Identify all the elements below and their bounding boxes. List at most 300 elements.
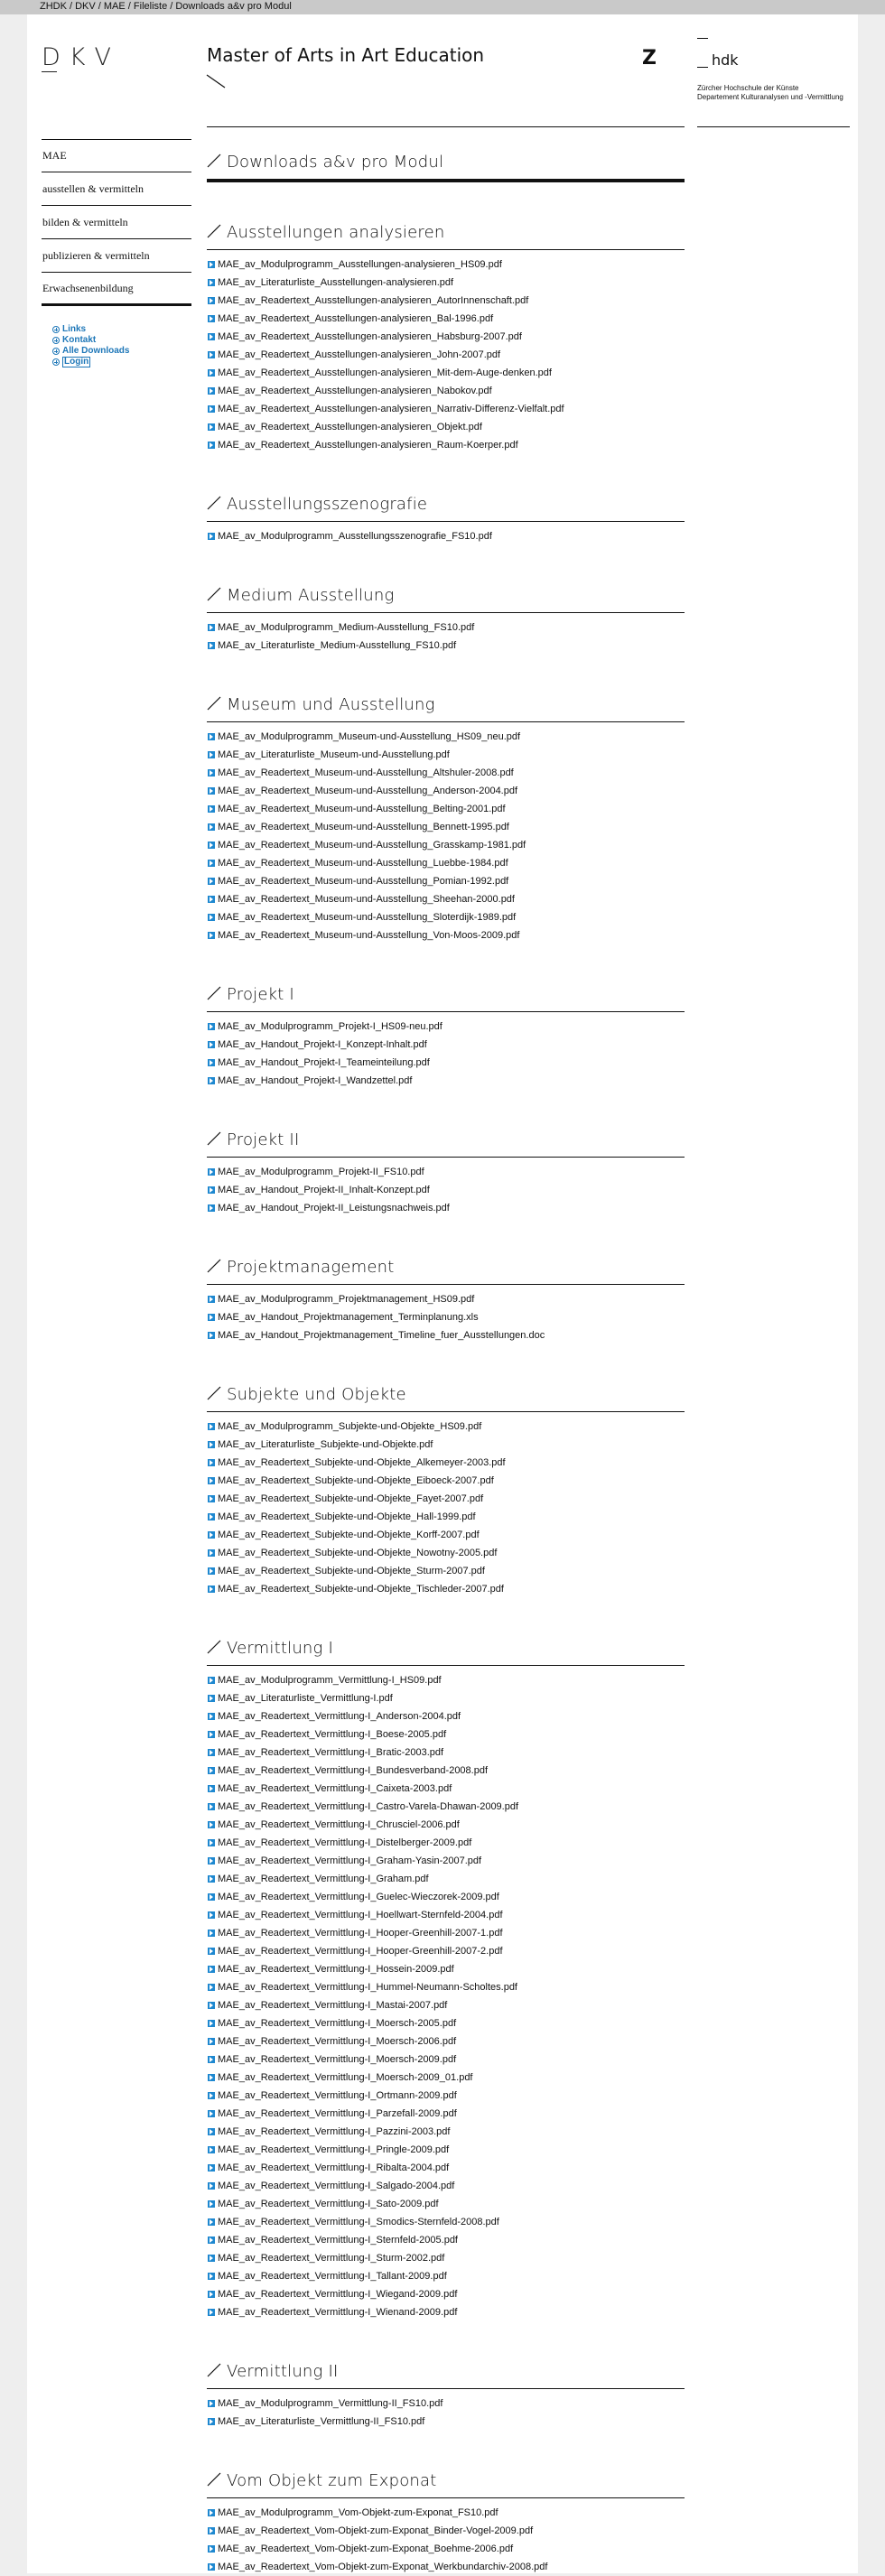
file-link[interactable]: [207, 1707, 685, 1725]
nav-item-mae[interactable]: MAE: [42, 139, 191, 172]
section-heading: [207, 571, 685, 613]
file-name: MAE_av_Readertext_Ausstellungen-analysieren_Bal-1996.pdf: [218, 313, 494, 324]
download-section: [207, 680, 685, 944]
file-name: MAE_av_Readertext_Ausstellungen-analysieren_Raum-Koerper.pdf: [218, 440, 518, 451]
file-name: MAE_av_Readertext_Vermittlung-I_Graham.pdf: [218, 1874, 429, 1884]
file-link[interactable]: [207, 1834, 685, 1852]
hdk-logo[interactable]: hdk: [712, 51, 739, 69]
file-link[interactable]: [207, 2014, 685, 2032]
download-arrow-icon: [208, 1948, 215, 1955]
slash-icon: [207, 1131, 221, 1146]
file-link[interactable]: [207, 1418, 685, 1436]
side-link-label: Links: [62, 324, 87, 334]
nav-item-erwachsenenbildung[interactable]: Erwachsenenbildung: [42, 273, 191, 306]
file-name: MAE_av_Readertext_Vermittlung-I_Parzefall-2009.pdf: [218, 2108, 457, 2119]
file-link[interactable]: [207, 1308, 685, 1326]
download-arrow-icon: [208, 2020, 215, 2027]
download-arrow-icon: [208, 1059, 215, 1066]
file-name: MAE_av_Readertext_Vermittlung-I_Ortmann-2009.pdf: [218, 2090, 457, 2101]
file-name: MAE_av_Literaturliste_Medium-Ausstellung_FS10.pdf: [218, 640, 457, 651]
file-link[interactable]: [207, 2123, 685, 2141]
download-arrow-icon: [208, 1875, 215, 1883]
section-title: Ausstellungsszenografie: [227, 495, 428, 514]
file-name: MAE_av_Readertext_Vermittlung-I_Anderson-2004.pdf: [218, 1711, 461, 1722]
section-title: Vom Objekt zum Exponat: [227, 2471, 437, 2490]
section-heading: [207, 680, 685, 722]
file-link[interactable]: [207, 1199, 685, 1217]
section-title: Ausstellungen analysieren: [227, 223, 445, 242]
file-link[interactable]: [207, 1744, 685, 1762]
file-link[interactable]: [207, 2087, 685, 2105]
file-link[interactable]: [207, 1072, 685, 1090]
download-section: [207, 2456, 685, 2576]
download-arrow-icon: [208, 1041, 215, 1048]
file-link[interactable]: [207, 908, 685, 926]
top-bar: [0, 0, 885, 14]
download-arrow-icon: [208, 1767, 215, 1774]
file-link[interactable]: [207, 1762, 685, 1780]
hdk-bar: [697, 38, 708, 39]
file-name: MAE_av_Readertext_Subjekte-und-Objekte_Nowotny-2005.pdf: [218, 1548, 498, 1558]
side-link-kontakt[interactable]: [52, 335, 129, 346]
file-name: MAE_av_Readertext_Vermittlung-I_Moersch-2009_01.pdf: [218, 2072, 473, 2083]
slash-icon: [207, 153, 221, 168]
file-link[interactable]: [207, 926, 685, 944]
file-name: MAE_av_Readertext_Ausstellungen-analysieren_Objekt.pdf: [218, 422, 482, 432]
download-arrow-icon: [208, 805, 215, 813]
file-name: MAE_av_Readertext_Ausstellungen-analysieren_AutorInnenschaft.pdf: [218, 295, 529, 306]
file-link[interactable]: [207, 400, 685, 418]
section-title: Vermittlung II: [227, 2362, 339, 2381]
file-link[interactable]: [207, 1816, 685, 1834]
file-link[interactable]: [207, 764, 685, 782]
file-link[interactable]: [207, 2105, 685, 2123]
section-heading: [207, 1242, 685, 1285]
download-arrow-icon: [208, 914, 215, 921]
file-link[interactable]: [207, 1725, 685, 1744]
download-arrow-icon: [208, 769, 215, 777]
section-title: Medium Ausstellung: [227, 586, 395, 605]
file-name: MAE_av_Readertext_Ausstellungen-analysieren_Nabokov.pdf: [218, 386, 492, 396]
file-name: MAE_av_Readertext_Ausstellungen-analysieren_Habsburg-2007.pdf: [218, 331, 522, 342]
file-link[interactable]: [207, 1942, 685, 1960]
download-arrow-icon: [208, 315, 215, 322]
file-link[interactable]: [207, 1852, 685, 1870]
download-arrow-icon: [208, 1857, 215, 1865]
file-link[interactable]: [207, 1798, 685, 1816]
file-link[interactable]: [207, 1290, 685, 1308]
file-name: MAE_av_Modulprogramm_Museum-und-Ausstellung_HS09_neu.pdf: [218, 731, 521, 742]
download-arrow-icon: [208, 2128, 215, 2135]
download-arrow-icon: [208, 1441, 215, 1448]
side-link-label: Login: [64, 357, 89, 367]
file-name: MAE_av_Readertext_Subjekte-und-Objekte_Eiboeck-2007.pdf: [218, 1475, 494, 1486]
file-link[interactable]: [207, 436, 685, 454]
download-section: [207, 1370, 685, 1598]
file-name: MAE_av_Readertext_Vermittlung-I_Hummel-Neumann-Scholtes.pdf: [218, 1982, 517, 1993]
download-arrow-icon: [208, 1549, 215, 1557]
file-link[interactable]: [207, 728, 685, 746]
download-arrow-icon: [208, 1731, 215, 1738]
download-arrow-icon: [208, 733, 215, 740]
file-link[interactable]: [207, 1906, 685, 1924]
download-arrow-icon: [208, 2273, 215, 2280]
download-arrow-icon: [208, 423, 215, 431]
file-link[interactable]: [207, 310, 685, 328]
slash-icon: [207, 2472, 221, 2487]
download-arrow-icon: [208, 823, 215, 831]
download-arrow-icon: [208, 2182, 215, 2190]
file-name: MAE_av_Readertext_Museum-und-Ausstellung_Altshuler-2008.pdf: [218, 767, 514, 778]
right-divider: [697, 126, 850, 127]
download-arrow-icon: [208, 1911, 215, 1919]
download-arrow-icon: [208, 1586, 215, 1593]
download-arrow-icon: [208, 2200, 215, 2208]
file-link[interactable]: [207, 1163, 685, 1181]
file-name: MAE_av_Readertext_Museum-und-Ausstellung_Grasskamp-1981.pdf: [218, 840, 526, 851]
slash-icon: [207, 1640, 221, 1654]
nav-item-bilden[interactable]: bilden & vermitteln: [42, 206, 191, 239]
file-link[interactable]: [207, 1472, 685, 1490]
file-link[interactable]: [207, 1689, 685, 1707]
file-name: MAE_av_Readertext_Museum-und-Ausstellung_Von-Moos-2009.pdf: [218, 930, 520, 941]
file-name: MAE_av_Modulprogramm_Medium-Ausstellung_FS10.pdf: [218, 622, 475, 633]
download-arrow-icon: [208, 2002, 215, 2009]
download-arrow-icon: [208, 1186, 215, 1194]
file-name: MAE_av_Readertext_Vermittlung-I_Sternfeld-2005.pdf: [218, 2235, 458, 2246]
download-arrow-icon: [208, 1839, 215, 1846]
download-arrow-icon: [208, 2092, 215, 2099]
side-nav: [42, 139, 191, 306]
side-link-label: Alle Downloads: [62, 346, 130, 356]
download-arrow-icon: [208, 2418, 215, 2425]
file-name: MAE_av_Readertext_Museum-und-Ausstellung_Sheehan-2000.pdf: [218, 894, 515, 905]
file-link[interactable]: [207, 2159, 685, 2177]
file-name: MAE_av_Readertext_Subjekte-und-Objekte_Hall-1999.pdf: [218, 1511, 476, 1522]
section-title: Museum und Ausstellung: [227, 695, 435, 714]
section-heading: [207, 2347, 685, 2389]
file-name: MAE_av_Readertext_Vermittlung-I_Pazzini-2003.pdf: [218, 2126, 451, 2137]
download-arrow-icon: [208, 878, 215, 885]
download-arrow-icon: [208, 642, 215, 649]
download-arrow-icon: [208, 1930, 215, 1937]
section-heading: [207, 479, 685, 522]
file-link[interactable]: [207, 2213, 685, 2231]
download-arrow-icon: [208, 1204, 215, 1212]
file-link[interactable]: [207, 328, 685, 346]
file-link[interactable]: [207, 1780, 685, 1798]
file-name: MAE_av_Readertext_Museum-und-Ausstellung_Belting-2001.pdf: [218, 804, 506, 814]
download-section: [207, 970, 685, 1090]
file-name: MAE_av_Modulprogramm_Ausstellungsszenografie_FS10.pdf: [218, 531, 492, 542]
file-link[interactable]: [207, 2540, 685, 2558]
file-link[interactable]: [207, 2141, 685, 2159]
side-links: [52, 324, 129, 367]
plus-circle-icon: [52, 358, 60, 366]
side-link-alle-downloads[interactable]: [52, 346, 129, 357]
file-name: MAE_av_Modulprogramm_Vermittlung-II_FS10.pdf: [218, 2398, 443, 2409]
file-link[interactable]: [207, 746, 685, 764]
file-name: MAE_av_Readertext_Vermittlung-I_Castro-Varela-Dhawan-2009.pdf: [218, 1801, 519, 1812]
file-name: MAE_av_Handout_Projektmanagement_Terminplanung.xls: [218, 1312, 479, 1323]
file-link[interactable]: [207, 364, 685, 382]
file-name: MAE_av_Readertext_Museum-und-Ausstellung_Anderson-2004.pdf: [218, 786, 518, 796]
nav-item-publizieren[interactable]: publizieren & vermitteln: [42, 239, 191, 273]
file-link[interactable]: [207, 2285, 685, 2303]
file-name: MAE_av_Readertext_Subjekte-und-Objekte_Tischleder-2007.pdf: [218, 1584, 504, 1595]
section-heading: [207, 2456, 685, 2498]
file-link[interactable]: [207, 1978, 685, 1996]
download-section: [207, 1623, 685, 2321]
file-link[interactable]: [207, 274, 685, 292]
file-link[interactable]: [207, 618, 685, 637]
file-name: MAE_av_Readertext_Museum-und-Ausstellung_Bennett-1995.pdf: [218, 822, 509, 832]
download-arrow-icon: [208, 1984, 215, 1991]
file-name: MAE_av_Handout_Projekt-I_Teameinteilung.pdf: [218, 1057, 430, 1068]
download-arrow-icon: [208, 1296, 215, 1303]
file-link[interactable]: [207, 2231, 685, 2249]
dkv-logo[interactable]: DKV: [42, 43, 120, 71]
file-name: MAE_av_Handout_Projektmanagement_Timeline_fuer_Ausstellungen.doc: [218, 1330, 545, 1341]
download-arrow-icon: [208, 2074, 215, 2081]
page: [27, 14, 858, 2573]
plus-circle-icon: [52, 326, 60, 333]
file-link[interactable]: [207, 854, 685, 872]
download-arrow-icon: [208, 2309, 215, 2316]
download-arrow-icon: [208, 1749, 215, 1756]
file-name: MAE_av_Readertext_Ausstellungen-analysieren_Narrativ-Differenz-Vielfalt.pdf: [218, 404, 564, 414]
file-link[interactable]: [207, 2051, 685, 2069]
download-arrow-icon: [208, 1695, 215, 1702]
file-link[interactable]: [207, 2032, 685, 2051]
slash-icon: [207, 587, 221, 601]
file-list: [207, 527, 685, 545]
file-name: MAE_av_Readertext_Subjekte-und-Objekte_Korff-2007.pdf: [218, 1530, 480, 1540]
file-link[interactable]: [207, 2267, 685, 2285]
file-link[interactable]: [207, 2522, 685, 2540]
download-arrow-icon: [208, 624, 215, 631]
page-heading: [207, 139, 685, 182]
hdk-subtitle-line1: Zürcher Hochschule der Künste: [697, 84, 799, 92]
file-link[interactable]: [207, 256, 685, 274]
file-list: [207, 2395, 685, 2431]
file-link[interactable]: [207, 637, 685, 655]
file-list: [207, 2504, 685, 2576]
slash-icon: [207, 2363, 221, 2377]
download-arrow-icon: [208, 1023, 215, 1030]
file-name: MAE_av_Readertext_Vermittlung-I_Ribalta-2004.pdf: [218, 2162, 450, 2173]
download-arrow-icon: [208, 333, 215, 340]
download-arrow-icon: [208, 1966, 215, 1973]
slash-icon: [207, 696, 221, 711]
file-link[interactable]: [207, 1888, 685, 1906]
file-name: MAE_av_Readertext_Vermittlung-I_Hossein-2009.pdf: [218, 1964, 454, 1975]
file-link[interactable]: [207, 1326, 685, 1344]
download-arrow-icon: [208, 297, 215, 304]
file-link[interactable]: [207, 2303, 685, 2321]
file-link[interactable]: [207, 1054, 685, 1072]
file-link[interactable]: [207, 1036, 685, 1054]
file-list: [207, 1163, 685, 1217]
file-link[interactable]: [207, 818, 685, 836]
file-name: MAE_av_Readertext_Vermittlung-I_Moersch-2006.pdf: [218, 2036, 457, 2047]
file-link[interactable]: [207, 382, 685, 400]
download-arrow-icon: [208, 1314, 215, 1321]
file-link[interactable]: [207, 2395, 685, 2413]
file-name: MAE_av_Modulprogramm_Subjekte-und-Objekte_HS09.pdf: [218, 1421, 482, 1432]
download-arrow-icon: [208, 1713, 215, 1720]
main-content: [207, 139, 685, 2576]
file-link[interactable]: [207, 1870, 685, 1888]
download-arrow-icon: [208, 751, 215, 758]
file-link[interactable]: [207, 1181, 685, 1199]
zhdk-z-logo[interactable]: Z: [642, 47, 657, 70]
file-link[interactable]: [207, 2069, 685, 2087]
file-name: MAE_av_Readertext_Subjekte-und-Objekte_Sturm-2007.pdf: [218, 1566, 485, 1576]
site-title: Master of Arts in Art Education: [207, 44, 485, 66]
download-arrow-icon: [208, 2038, 215, 2045]
download-arrow-icon: [208, 1477, 215, 1484]
file-name: MAE_av_Readertext_Vermittlung-I_Distelberger-2009.pdf: [218, 1837, 472, 1848]
file-name: MAE_av_Readertext_Vermittlung-I_Hoellwart-Sternfeld-2004.pdf: [218, 1910, 503, 1920]
slash-icon: [207, 986, 221, 1000]
slash-icon: [207, 1259, 221, 1273]
file-link[interactable]: [207, 890, 685, 908]
download-arrow-icon: [208, 387, 215, 395]
file-name: MAE_av_Readertext_Subjekte-und-Objekte_Fayet-2007.pdf: [218, 1493, 484, 1504]
download-arrow-icon: [208, 2291, 215, 2298]
file-name: MAE_av_Readertext_Subjekte-und-Objekte_Alkemeyer-2003.pdf: [218, 1457, 506, 1468]
file-name: MAE_av_Readertext_Museum-und-Ausstellung_Pomian-1992.pdf: [218, 876, 509, 887]
file-name: MAE_av_Readertext_Ausstellungen-analysieren_Mit-dem-Auge-denken.pdf: [218, 367, 552, 378]
download-arrow-icon: [208, 2255, 215, 2262]
file-name: MAE_av_Readertext_Vom-Objekt-zum-Exponat_Boehme-2006.pdf: [218, 2543, 514, 2554]
download-section: [207, 2347, 685, 2431]
slash-icon: [207, 224, 221, 238]
file-link[interactable]: [207, 346, 685, 364]
download-section: [207, 571, 685, 655]
side-link-label: Kontakt: [62, 335, 97, 345]
file-name: MAE_av_Readertext_Vermittlung-I_Pringle-2009.pdf: [218, 2144, 450, 2155]
file-link[interactable]: [207, 1526, 685, 1544]
header-divider: [207, 126, 685, 127]
file-name: MAE_av_Readertext_Vermittlung-I_Salgado-2004.pdf: [218, 2181, 455, 2191]
file-link[interactable]: [207, 800, 685, 818]
breadcrumb[interactable]: ZHDK / DKV / MAE / Fileliste / Downloads a&v pro Modul: [40, 1, 292, 12]
file-link[interactable]: [207, 1454, 685, 1472]
file-link[interactable]: [207, 1924, 685, 1942]
download-arrow-icon: [208, 787, 215, 795]
file-link[interactable]: [207, 1562, 685, 1580]
file-link[interactable]: [207, 2413, 685, 2431]
file-link[interactable]: [207, 1508, 685, 1526]
file-name: MAE_av_Handout_Projekt-I_Wandzettel.pdf: [218, 1075, 413, 1086]
file-name: MAE_av_Handout_Projekt-II_Leistungsnachweis.pdf: [218, 1203, 450, 1214]
file-name: MAE_av_Readertext_Vermittlung-I_Guelec-Wieczorek-2009.pdf: [218, 1892, 499, 1902]
file-link[interactable]: [207, 292, 685, 310]
file-link[interactable]: [207, 1996, 685, 2014]
side-link-links[interactable]: [52, 324, 129, 335]
file-name: MAE_av_Modulprogramm_Projekt-I_HS09-neu.pdf: [218, 1021, 442, 1032]
file-link[interactable]: [207, 2249, 685, 2267]
file-name: MAE_av_Readertext_Ausstellungen-analysieren_John-2007.pdf: [218, 349, 501, 360]
download-arrow-icon: [208, 1893, 215, 1901]
download-arrow-icon: [208, 860, 215, 867]
file-name: MAE_av_Literaturliste_Ausstellungen-analysieren.pdf: [218, 277, 454, 288]
download-arrow-icon: [208, 2056, 215, 2063]
download-arrow-icon: [208, 1677, 215, 1684]
file-name: MAE_av_Readertext_Vermittlung-I_Sato-2009.pdf: [218, 2199, 439, 2209]
file-link[interactable]: [207, 1436, 685, 1454]
download-arrow-icon: [208, 1803, 215, 1810]
file-name: MAE_av_Readertext_Vermittlung-I_Caixeta-2003.pdf: [218, 1783, 452, 1794]
download-arrow-icon: [208, 2545, 215, 2553]
file-name: MAE_av_Readertext_Vom-Objekt-zum-Exponat_Binder-Vogel-2009.pdf: [218, 2525, 534, 2536]
download-arrow-icon: [208, 896, 215, 903]
nav-item-ausstellen[interactable]: ausstellen & vermitteln: [42, 172, 191, 206]
file-name: MAE_av_Modulprogramm_Vermittlung-I_HS09.pdf: [218, 1675, 442, 1686]
file-link[interactable]: [207, 2558, 685, 2576]
section-title: Vermittlung I: [227, 1639, 333, 1658]
download-arrow-icon: [208, 2164, 215, 2171]
file-link[interactable]: [207, 1580, 685, 1598]
file-link[interactable]: [207, 2195, 685, 2213]
file-name: MAE_av_Readertext_Vermittlung-I_Sturm-2002.pdf: [218, 2253, 445, 2264]
file-link[interactable]: [207, 1544, 685, 1562]
file-name: MAE_av_Readertext_Vermittlung-I_Bratic-2003.pdf: [218, 1747, 444, 1758]
file-name: MAE_av_Modulprogramm_Projektmanagement_HS09.pdf: [218, 1294, 475, 1305]
download-section: [207, 1115, 685, 1217]
file-link[interactable]: [207, 836, 685, 854]
file-list: [207, 1418, 685, 1598]
file-link[interactable]: [207, 872, 685, 890]
download-section: [207, 1242, 685, 1344]
logo-underline: [42, 71, 57, 72]
file-link[interactable]: [207, 2504, 685, 2522]
file-name: MAE_av_Readertext_Vermittlung-I_Hooper-Greenhill-2007-1.pdf: [218, 1928, 503, 1939]
file-link[interactable]: [207, 1960, 685, 1978]
download-arrow-icon: [208, 1168, 215, 1176]
file-link[interactable]: [207, 1671, 685, 1689]
file-name: MAE_av_Readertext_Museum-und-Ausstellung_Sloterdijk-1989.pdf: [218, 912, 517, 923]
file-link[interactable]: [207, 418, 685, 436]
file-name: MAE_av_Modulprogramm_Vom-Objekt-zum-Exponat_FS10.pdf: [218, 2507, 498, 2518]
side-link-login[interactable]: [52, 357, 129, 367]
download-arrow-icon: [208, 1495, 215, 1502]
page-title: Downloads a&v pro Modul: [227, 153, 444, 172]
download-arrow-icon: [208, 2400, 215, 2407]
section-heading: [207, 1370, 685, 1412]
download-arrow-icon: [208, 1513, 215, 1520]
download-arrow-icon: [208, 932, 215, 939]
section-heading: [207, 208, 685, 250]
file-name: MAE_av_Readertext_Vermittlung-I_Moersch-2005.pdf: [218, 2018, 457, 2029]
download-arrow-icon: [208, 1332, 215, 1339]
file-link[interactable]: [207, 1018, 685, 1036]
download-arrow-icon: [208, 2110, 215, 2117]
file-link[interactable]: [207, 1490, 685, 1508]
file-link[interactable]: [207, 782, 685, 800]
file-name: MAE_av_Readertext_Vermittlung-I_Wienand-2009.pdf: [218, 2307, 458, 2318]
download-arrow-icon: [208, 2563, 215, 2571]
section-title: Projektmanagement: [227, 1258, 395, 1277]
download-arrow-icon: [208, 279, 215, 286]
download-arrow-icon: [208, 351, 215, 358]
file-link[interactable]: [207, 2177, 685, 2195]
download-arrow-icon: [208, 2146, 215, 2153]
file-link[interactable]: [207, 527, 685, 545]
plus-circle-icon: [52, 348, 60, 355]
